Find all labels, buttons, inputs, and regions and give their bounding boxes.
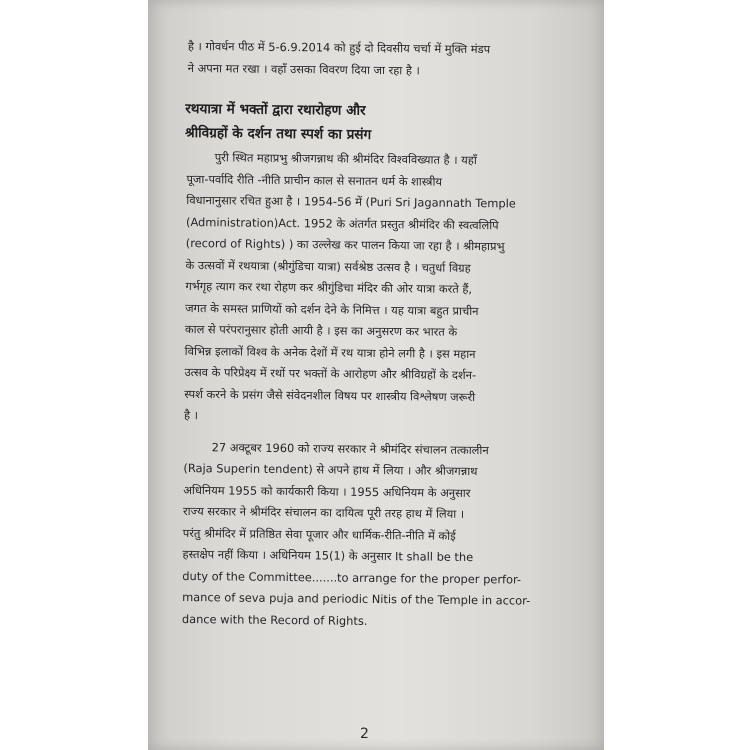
para-line: dance with the Record of Rights. — [181, 611, 368, 628]
para-line: स्पर्श करने के प्रसंग जैसे संवेदनशील विषय पर शास्त्रीय विश्लेषण जरूरी — [184, 386, 476, 404]
heading-line: रथयात्रा में भक्तों द्वारा रथारोहण और — [185, 100, 366, 119]
para-line: duty of the Committee.......to arrange for the proper perfor- — [182, 568, 522, 587]
para-line: विभिन्न इलाकों विश्व के अनेक देशों में रथ यात्रा होने लगी है । इस महान — [184, 343, 476, 361]
para-line: (Raja Superin tendent) से अपने हाथ में लिया । और श्रीजगन्नाथ — [183, 460, 478, 479]
heading-line: श्रीविग्रहों के दर्शन तथा स्पर्श का प्रसंग — [184, 124, 372, 143]
section-heading — [184, 97, 587, 149]
para-line: गर्भगृह त्याग कर रथा रोहण कर श्रीगुंडिचा मंदिर की ओर यात्रा करते हैं, — [185, 278, 473, 296]
page-text-block — [182, 36, 588, 634]
para-line: विधानानुसार रचित हुआ है । 1954-56 में (Puri Sri Jagannath Temple — [186, 192, 516, 211]
para-line: के उत्सवों में रथयात्रा (श्रीगुंडिचा यात्रा) सर्वश्रेष्ठ उत्सव है । चतुर्धा विग्रह — [185, 257, 471, 275]
paragraph-2 — [182, 436, 584, 634]
page-number: 2 — [360, 726, 369, 742]
para-line: जगत के समस्त प्राणियों को दर्शन देने के निमित्त । यह यात्रा बहुत प्राचीन — [185, 300, 479, 318]
para-line: परंतु श्रीमंदिर में प्रतिष्ठित सेवा पूजार और धार्मिक-रीति-नीति में कोई — [182, 525, 456, 543]
para-line: पुरी स्थित महाप्रभु श्रीजगन्नाथ की श्रीमंदिर विश्वविख्यात है । यहाँ — [214, 150, 477, 168]
para-line: उत्सव के परिप्रेक्ष्य में रथों पर भक्तों के आरोहण और श्रीविग्रहों के दर्शन- — [184, 364, 477, 383]
intro-line: है । गोवर्धन पीठ में 5-6.9.2014 को हुई दो दिवसीय चर्चा में मुक्ति मंडप — [187, 38, 491, 57]
para-line: है । — [183, 407, 199, 423]
intro-paragraph — [188, 36, 588, 83]
para-line: अधिनियम 1955 को कार्यकारी किया । 1955 अधिनियम के अनुसार — [183, 482, 471, 500]
intro-line: ने अपना मत रखा । वहाँ उसका विवरण दिया जा रहा है । — [187, 60, 420, 77]
para-line: हस्तक्षेप नहीं किया । अधिनियम 15(1) के अनुसार It shall be the — [182, 546, 474, 565]
para-line: पूजा-पर्वादि रीति -नीति प्राचीन काल से सनातन धर्म के शास्त्रीय — [186, 171, 443, 189]
para-line: (record of Rights) ) का उल्लेख कर पालन किया जा रहा है । श्रीमहाप्रभु — [185, 235, 505, 254]
paragraph-1 — [184, 147, 587, 431]
book-page — [148, 0, 604, 750]
para-line: (Administration)Act. 1952 के अंतर्गत प्रस्तुत श्रीमंदिर की स्वत्वलिपि — [185, 214, 499, 232]
para-line: राज्य सरकार ने श्रीमंदिर संचालन का दायित्व पूरी तरह हाथ में लिया । — [182, 503, 465, 521]
para-line: 27 अक्टूबर 1960 को राज्य सरकार ने श्रीमंदिर संचालन तत्कालीन — [211, 439, 489, 457]
para-line: काल से परंपरानुसार होती आयी है । इस का अनुसरण कर भारत के — [184, 321, 458, 339]
para-line: mance of seva puja and periodic Nitis of the Temple in accor- — [182, 589, 531, 608]
